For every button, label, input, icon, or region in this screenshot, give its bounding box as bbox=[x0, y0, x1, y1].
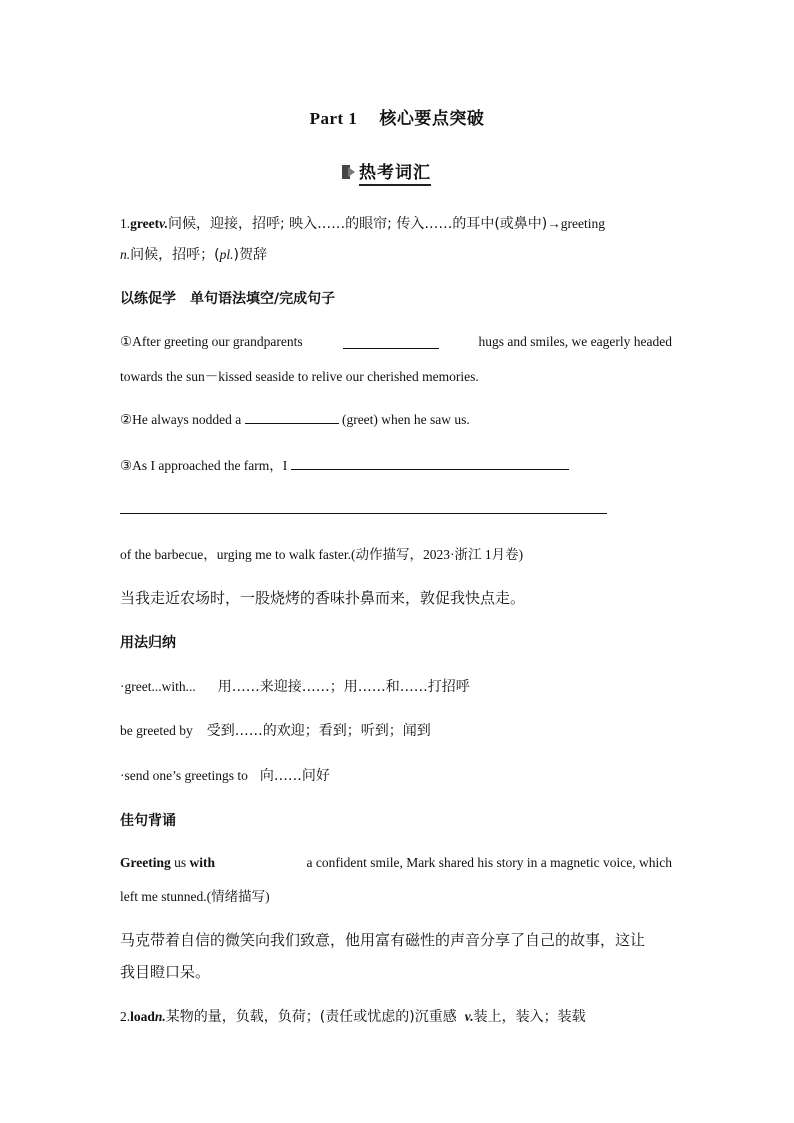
practice-heading: 以练促学 单句语法填空/完成句子 bbox=[120, 291, 336, 307]
question-3-text: ③As I approached the farm，I bbox=[120, 458, 288, 473]
arrow-icon: → bbox=[547, 216, 561, 231]
answer-blank-2[interactable] bbox=[245, 409, 339, 424]
question-1-line-2: towards the sun－kissed seaside to relive our cherished memories. bbox=[120, 369, 479, 384]
usage-item bbox=[120, 720, 431, 740]
question-3-translation: 当我走近农场时，一股烧烤的香味扑鼻而来，敦促我快点走。 bbox=[120, 589, 526, 607]
entry-pos: v. bbox=[159, 216, 168, 231]
answer-blank-3[interactable] bbox=[291, 455, 569, 470]
model-sentence-heading: 佳句背诵 bbox=[120, 813, 176, 829]
model-translation-line-2: 我目瞪口呆。 bbox=[120, 963, 211, 981]
usage-meaning: 用……来迎接……；用……和……打招呼 bbox=[217, 679, 470, 695]
entry-derivative: greeting bbox=[560, 216, 605, 231]
derivative-pos: n. bbox=[120, 247, 131, 262]
page-title bbox=[0, 104, 794, 129]
question-1-text: ①After greeting our grandparents bbox=[120, 334, 303, 349]
section-marker-icon bbox=[342, 165, 356, 179]
usage-heading: 用法归纳 bbox=[120, 635, 176, 651]
question-3-line-3: of the barbecue，urging me to walk faster.(动作描写，2023·浙江 1月卷) bbox=[120, 547, 524, 562]
usage-item bbox=[120, 676, 470, 696]
entry-pos: n. bbox=[154, 1009, 166, 1024]
question-1-text-rest: hugs and smiles, we eagerly headed bbox=[478, 334, 672, 349]
entry-1-line-2 bbox=[120, 244, 267, 264]
entry-number: 1. bbox=[120, 216, 131, 231]
question-3-line-1 bbox=[120, 454, 569, 474]
answer-blank-3-continued[interactable] bbox=[120, 513, 607, 514]
usage-meaning: 受到……的欢迎；看到；听到；闻到 bbox=[206, 723, 431, 739]
usage-meaning: 向……问好 bbox=[259, 768, 330, 784]
model-sentence-text: a confident smile, Mark shared his story in a magnetic voice, which bbox=[306, 855, 672, 870]
entry-word: load bbox=[130, 1009, 155, 1024]
question-2 bbox=[120, 409, 470, 428]
model-bold-word: with bbox=[189, 855, 216, 870]
usage-phrase: ·send one’s greetings to bbox=[120, 768, 248, 783]
section-heading-label: 热考词汇 bbox=[359, 158, 431, 186]
model-sentence-line-2: left me stunned.(情绪描写) bbox=[120, 889, 270, 904]
entry-number: 2. bbox=[120, 1009, 131, 1024]
entry-pos: v. bbox=[464, 1009, 474, 1024]
derivative-definition: 问候，招呼；( bbox=[130, 247, 220, 263]
question-2-text: ②He always nodded a bbox=[120, 412, 242, 427]
answer-blank-1[interactable] bbox=[343, 334, 439, 349]
title-topic: 核心要点突破 bbox=[379, 109, 485, 129]
section-heading bbox=[342, 160, 431, 184]
entry-definition: 装上，装入；装载 bbox=[473, 1009, 586, 1025]
entry-word: greet bbox=[130, 216, 160, 231]
entry-definition: 问候，迎接，招呼; 映入……的眼帘; 传入……的耳中(或鼻中) bbox=[167, 216, 548, 232]
title-part: Part 1 bbox=[309, 109, 358, 128]
model-translation-line-1: 马克带着自信的微笑向我们致意，他用富有磁性的声音分享了自己的故事，这让 bbox=[120, 931, 646, 949]
usage-phrase: be greeted by bbox=[120, 723, 193, 738]
entry-2-line-1 bbox=[120, 1006, 586, 1026]
model-sentence-line-1: Greeting us with a confident smile, Mark shared his story in a magnetic voice, which bbox=[120, 855, 672, 870]
entry-definition: 某物的量，负载，负荷；(责任或忧虑的)沉重感 bbox=[165, 1009, 457, 1025]
question-1-line-1 bbox=[120, 334, 672, 350]
plural-abbrev: pl. bbox=[219, 247, 234, 262]
entry-1-line-1 bbox=[120, 213, 605, 233]
model-bold-word: Greeting bbox=[120, 855, 171, 870]
usage-phrase: ·greet...with... bbox=[120, 679, 196, 694]
question-2-text-rest: (greet) when he saw us. bbox=[341, 412, 470, 427]
derivative-definition-rest: )贺辞 bbox=[233, 247, 267, 263]
usage-item bbox=[120, 765, 330, 785]
